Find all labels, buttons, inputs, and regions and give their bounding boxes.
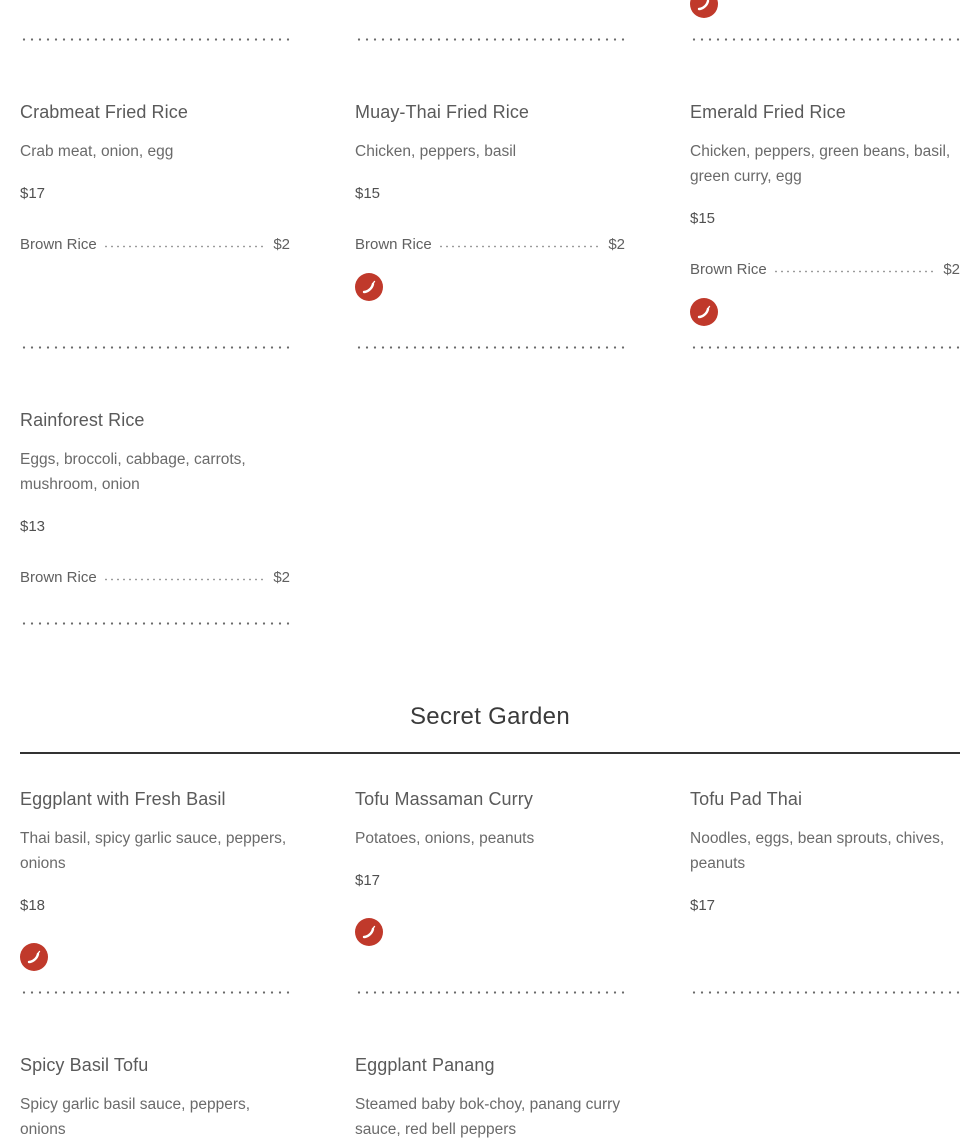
item-divider	[20, 622, 290, 625]
option-label: Brown Rice	[20, 236, 97, 253]
item-divider	[20, 38, 290, 41]
spicy-badge	[690, 298, 718, 326]
item-name: Rainforest Rice	[20, 410, 145, 430]
item-price: $18	[20, 897, 46, 914]
item-divider	[690, 346, 960, 349]
item-description: Thai basil, spicy garlic sauce, peppers, onions	[20, 830, 287, 872]
section-title: Secret Garden	[410, 703, 570, 730]
item-option	[690, 258, 960, 278]
item-price: $17	[20, 185, 46, 202]
item-description: Eggs, broccoli, cabbage, carrots, mushroom, onion	[20, 451, 246, 493]
chili-pepper-icon	[361, 924, 377, 940]
spicy-badge	[355, 918, 383, 946]
option-leader	[103, 245, 268, 248]
item-name: Eggplant with Fresh Basil	[20, 789, 226, 809]
item-divider	[355, 346, 625, 349]
item-name: Emerald Fried Rice	[690, 102, 846, 122]
item-divider	[355, 991, 625, 994]
item-name: Eggplant Panang	[355, 1055, 495, 1075]
option-label: Brown Rice	[690, 261, 767, 278]
item-name: Crabmeat Fried Rice	[20, 102, 188, 122]
chili-pepper-icon	[696, 304, 712, 320]
item-option	[20, 233, 290, 253]
option-label: Brown Rice	[355, 236, 432, 253]
option-price: $2	[943, 261, 960, 278]
item-description: Steamed baby bok-choy, panang curry sauce, red bell peppers	[355, 1096, 621, 1138]
option-price: $2	[273, 236, 290, 253]
item-price: $17	[690, 897, 716, 914]
item-description: Spicy garlic basil sauce, peppers, onions	[20, 1096, 251, 1138]
item-name: Tofu Massaman Curry	[355, 789, 533, 809]
option-leader	[438, 245, 603, 248]
spicy-badge	[20, 943, 48, 971]
section-rule	[20, 752, 960, 754]
item-price: $13	[20, 518, 46, 535]
item-divider	[20, 991, 290, 994]
item-description: Noodles, eggs, bean sprouts, chives, peanuts	[690, 830, 945, 872]
spicy-badge	[690, 0, 718, 18]
item-name: Muay-Thai Fried Rice	[355, 102, 530, 122]
item-option	[355, 233, 625, 253]
item-name: Spicy Basil Tofu	[20, 1055, 149, 1075]
item-name: Tofu Pad Thai	[690, 789, 803, 809]
item-description: Potatoes, onions, peanuts	[355, 830, 535, 847]
item-divider	[690, 991, 960, 994]
item-price: $15	[355, 185, 381, 202]
item-description: Chicken, peppers, basil	[355, 143, 517, 160]
item-description: Chicken, peppers, green beans, basil, green curry, egg	[690, 143, 951, 185]
option-price: $2	[273, 569, 290, 586]
option-price: $2	[608, 236, 625, 253]
chili-pepper-icon	[696, 0, 712, 12]
item-option	[20, 566, 290, 586]
option-label: Brown Rice	[20, 569, 97, 586]
option-leader	[103, 578, 268, 581]
chili-pepper-icon	[361, 279, 377, 295]
item-price: $17	[355, 872, 381, 889]
spicy-badge	[355, 273, 383, 301]
item-divider	[355, 38, 625, 41]
item-divider	[20, 346, 290, 349]
option-leader	[773, 270, 938, 273]
chili-pepper-icon	[26, 949, 42, 965]
item-price: $15	[690, 210, 716, 227]
item-description: Crab meat, onion, egg	[20, 143, 174, 160]
item-divider	[690, 38, 960, 41]
